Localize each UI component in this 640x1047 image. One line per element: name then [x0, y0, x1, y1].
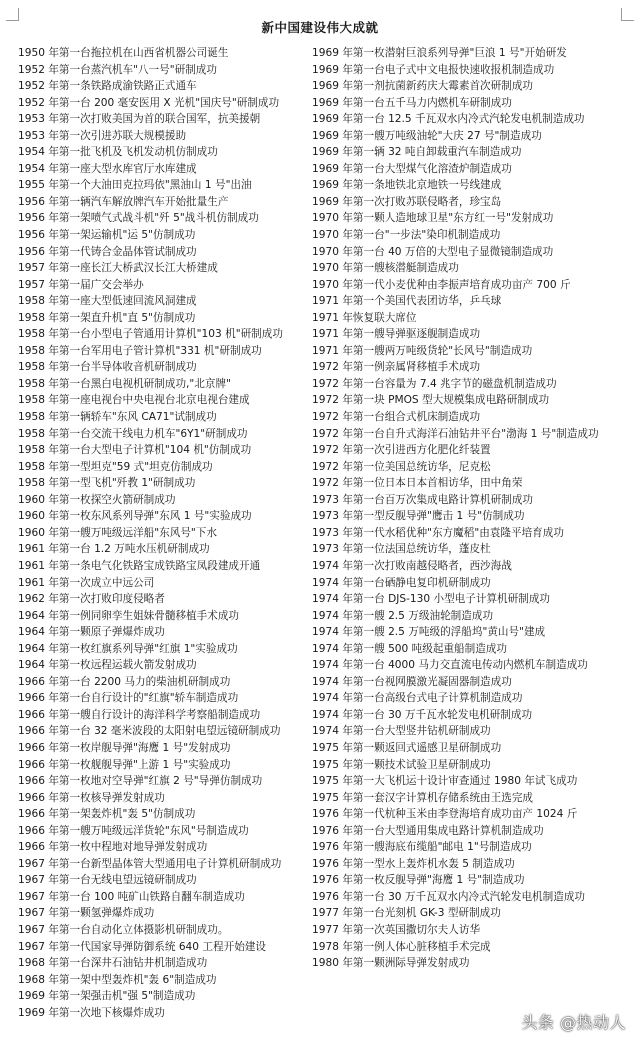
achievement-item: 1975 年第一套汉字计算机存储系统由王选完成	[312, 791, 534, 804]
achievement-item: 1958 年第一座电视台中央电视台北京电视台建成	[18, 394, 250, 407]
achievement-item: 1972 年第一块 PMOS 型大规模集成电路研制成功	[312, 394, 550, 407]
achievement-item: 1967 年第一颗氢弹爆炸成功	[18, 907, 155, 920]
achievement-item: 1972 年第一台自升式海洋石油钻井平台"渤海 1 号"制造成功	[312, 427, 599, 440]
achievement-item: 1968 年第一架中型轰炸机"轰 6"制造成功	[18, 973, 217, 986]
achievement-item: 1958 年第一台军用电子管计算机"331 机"研制成功	[18, 344, 262, 357]
achievement-item: 1969 年第一次打败苏联侵略者，珍宝岛	[312, 195, 502, 208]
achievement-item: 1971 年第一艘导弹驱逐舰制造成功	[312, 328, 481, 341]
achievement-item: 1973 年第一型反舰导弹"鹰击 1 号"仿制成功	[312, 510, 525, 523]
achievement-item: 1960 年第一枚探空火箭研制成功	[18, 493, 176, 506]
achievement-item: 1969 年第一辆 32 吨自卸载重汽车制造成功	[312, 146, 522, 159]
achievement-item: 1973 年第一位法国总统访华，蓬皮杜	[312, 543, 491, 556]
achievement-item: 1958 年第一座大型低速回流风洞建成	[18, 295, 197, 308]
achievement-item: 1967 年第一台 100 吨矿山铁路自翻车制造成功	[18, 890, 245, 903]
achievement-item: 1953 年第一次引进苏联大规模援助	[18, 129, 187, 142]
achievement-item: 1967 年第一台无线电望远镜研制成功	[18, 874, 197, 887]
achievement-item: 1971 年第一个美国代表团访华，乒乓球	[312, 295, 502, 308]
achievement-item: 1970 年第一台"一步法"染印机制造成功	[312, 229, 501, 242]
achievement-item: 1954 年第一座大型水库官厅水库建成	[18, 162, 197, 175]
achievement-item: 1970 年第一台 40 万倍的大型电子显微镜制造成功	[312, 245, 554, 258]
achievement-item: 1969 年第一台电子式中文电报快速收报机制造成功	[312, 63, 555, 76]
achievement-item: 1972 年第一例亲属肾移植手术成功	[312, 361, 481, 374]
achievement-item: 1966 年第一枚中程地对地导弹发射成功	[18, 841, 208, 854]
achievement-item: 1964 年第一枚远程运载火箭发射成功	[18, 659, 197, 672]
achievement-item: 1962 年第一次打败印度侵略者	[18, 593, 165, 606]
achievement-item: 1958 年第一辆轿车"东风 CA71"试制成功	[18, 411, 217, 424]
achievement-item: 1960 年第一枚东风系列导弹"东风 1 号"实验成功	[18, 510, 252, 523]
achievement-item: 1952 年第一台蒸汽机车"八一号"研制成功	[18, 63, 217, 76]
achievement-item: 1956 年第一架运输机"运 5"仿制成功	[18, 229, 196, 242]
achievement-item: 1975 年第一大飞机运十设计审查通过 1980 年试飞成功	[312, 775, 578, 788]
achievement-item: 1966 年第一台自行设计的"红旗"轿车制造成功	[18, 692, 239, 705]
achievement-item: 1964 年第一枚红旗系列导弹"红旗 1"实验成功	[18, 642, 238, 655]
achievement-item: 1954 年第一批飞机及飞机发动机仿制成功	[18, 146, 218, 159]
achievement-item: 1964 年第一颗原子弹爆炸成功	[18, 626, 165, 639]
achievement-item: 1972 年第一台组合式机床制造成功	[312, 411, 481, 424]
achievement-item: 1972 年第一台容量为 7.4 兆字节的磁盘机制造成功	[312, 377, 557, 390]
achievement-item: 1964 年第一例同卵孪生姐妹骨髓移植手术成功	[18, 609, 240, 622]
achievement-item: 1956 年第一辆汽车解放牌汽车开始批量生产	[18, 195, 229, 208]
document-title: 新中国建设伟大成就	[261, 20, 379, 35]
achievement-item: 1970 年第一代小麦优种由李振声培育成功亩产 700 斤	[312, 278, 571, 291]
achievement-item: 1976 年第一枚反舰导弹"海鹰 1 号"制造成功	[312, 874, 525, 887]
achievement-item: 1971 年第一艘两万吨级货轮"长风号"制造成功	[312, 344, 533, 357]
achievement-item: 1969 年第一枚潜射巨浪系列导弹"巨浪 1 号"开始研发	[312, 47, 567, 59]
achievement-item: 1975 年第一颗返回式遥感卫星研制成功	[312, 741, 502, 754]
achievement-item: 1966 年第一枚核导弹发射成功	[18, 791, 165, 804]
achievement-item: 1950 年第一台拖拉机在山西省机器公司诞生	[18, 47, 229, 59]
achievement-item: 1970 年第一艘核潜艇制造成功	[312, 262, 459, 275]
achievement-item: 1974 年第一台视网膜激光凝固器制造成功	[312, 675, 512, 688]
achievement-item: 1956 年第一代铸合金晶体管试制成功	[18, 245, 197, 258]
achievement-item: 1958 年第一台大型电子计算机"104 机"仿制成功	[18, 444, 252, 457]
achievement-item: 1974 年第一台 DJS-130 小型电子计算机研制成功	[312, 593, 551, 606]
achievements-left-column	[18, 45, 310, 1021]
achievement-item: 1966 年第一枚地对空导弹"红旗 2 号"导弹仿制成功	[18, 775, 263, 788]
achievement-item: 1974 年第一艘 2.5 万吨级的浮船坞"黄山号"建成	[312, 626, 546, 639]
achievement-item: 1974 年第一次打败南越侵略者，西沙海战	[312, 559, 512, 572]
achievement-item: 1976 年第一代杭种玉米由李登海培育成功亩产 1024 斤	[312, 808, 578, 821]
achievements-right-column	[312, 45, 630, 972]
achievement-item: 1969 年第一剂抗菌新药庆大霉素首次研制成功	[312, 80, 534, 93]
achievement-item: 1961 年第一次成立中远公司	[18, 576, 155, 589]
achievement-item: 1966 年第一艘自行设计的海洋科学考察船制造成功	[18, 708, 261, 721]
achievement-item: 1976 年第一台 30 万千瓦双水内冷式汽轮发电机制造成功	[312, 890, 586, 903]
achievement-item: 1957 年第一座长江大桥武汉长江大桥建成	[18, 262, 218, 275]
achievement-item: 1958 年第一台半导体收音机研制成功	[18, 361, 197, 374]
achievement-item: 1966 年第一枚舰舰导弹"上游 1 号"实验成功	[18, 758, 231, 771]
achievement-item: 1971 年恢复联大席位	[312, 311, 417, 324]
achievement-item: 1973 年第一代水稻优种"东方魔稻"由袁隆平培育成功	[312, 526, 564, 539]
achievement-item: 1958 年第一台小型电子管通用计算机"103 机"研制成功	[18, 328, 283, 341]
achievement-item: 1972 年第一位美国总统访华，尼克松	[312, 460, 491, 473]
achievement-item: 1952 年第一条铁路成渝铁路正式通车	[18, 80, 197, 93]
achievement-item: 1969 年第一台大型煤气化溶渣炉制造成功	[312, 162, 512, 175]
achievement-item: 1969 年第一艘万吨级油轮"大庆 27 号"制造成功	[312, 129, 542, 142]
achievement-item: 1973 年第一台百万次集成电路计算机研制成功	[312, 493, 534, 506]
achievement-item: 1967 年第一台新型晶体管大型通用电子计算机研制成功	[18, 857, 282, 870]
achievement-item: 1974 年第一台 30 万千瓦水轮发电机研制成功	[312, 708, 533, 721]
achievement-item: 1956 年第一架喷气式战斗机"歼 5"战斗机仿制成功	[18, 212, 259, 225]
achievement-item: 1972 年第一位日本日本首相访华，田中角荣	[312, 477, 523, 490]
achievement-item: 1961 年第一台 1.2 万吨水压机研制成功	[18, 543, 210, 556]
achievement-item: 1976 年第一台大型通用集成电路计算机制造成功	[312, 824, 544, 837]
achievement-item: 1966 年第一台 2200 马力的柴油机研制成功	[18, 675, 231, 688]
achievement-item: 1974 年第一台 4000 马力交直流电传动内燃机车制造成功	[312, 659, 588, 672]
achievement-item: 1961 年第一条电气化铁路宝成铁路宝凤段建成开通	[18, 559, 261, 572]
achievement-item: 1976 年第一艘海底布缆船"邮电 1"号制造成功	[312, 841, 532, 854]
achievement-item: 1969 年第一条地铁北京地铁一号线建成	[312, 179, 502, 192]
achievement-item: 1958 年第一型飞机"歼教 1"研制成功	[18, 477, 196, 490]
achievement-item: 1969 年第一次地下核爆炸成功	[18, 1006, 165, 1019]
achievement-item: 1958 年第一型坦克"59 式"坦克仿制成功	[18, 460, 213, 473]
achievement-item: 1974 年第一艘 2.5 万级油轮制造成功	[312, 609, 494, 622]
achievement-item: 1967 年第一台自动化立体摄影机研制成功。	[18, 923, 229, 936]
achievement-item: 1968 年第一台深井石油钻井机制造成功	[18, 957, 208, 970]
achievement-item: 1966 年第一架轰炸机"轰 5"仿制成功	[18, 808, 196, 821]
achievement-item: 1966 年第一艘万吨级远洋货轮"东风"号制造成功	[18, 824, 249, 837]
achievement-item: 1967 年第一代国家导弹防御系统 640 工程开始建设	[18, 940, 266, 953]
achievement-item: 1974 年第一台硒静电复印机研制成功	[312, 576, 491, 589]
achievement-item: 1974 年第一台大型竖井钻机研制成功	[312, 725, 491, 738]
achievement-item: 1952 年第一台 200 毫安医用 X 光机"国庆号"研制成功	[18, 96, 280, 109]
achievement-item: 1966 年第一台 32 毫米波段的太阳射电望远镜研制成功	[18, 725, 281, 738]
achievement-item: 1969 年第一架强击机"强 5"制造成功	[18, 990, 196, 1003]
achievement-item: 1974 年第一艘 500 吨级起重船制造成功	[312, 642, 508, 655]
achievement-item: 1970 年第一颗人造地球卫星"东方红一号"发射成功	[312, 212, 554, 225]
achievement-item: 1960 年第一艘万吨级远洋船"东风号"下水	[18, 526, 217, 539]
watermark: 头条 @热动人	[521, 1013, 626, 1032]
achievement-item: 1958 年第一台交流干线电力机车"6Y1"研制成功	[18, 427, 248, 440]
achievement-item: 1953 年第一次打败美国为首的联合国军，抗美援朝	[18, 113, 261, 126]
achievement-item: 1978 年第一例人体心脏移植手术完成	[312, 940, 491, 953]
achievement-item: 1972 年第一次引进西方化肥化纤装置	[312, 444, 491, 457]
achievement-item: 1975 年第一颗技术试验卫星研制成功	[312, 758, 491, 771]
achievement-item: 1980 年第一颗洲际导弹发射成功	[312, 957, 470, 970]
achievement-item: 1976 年第一型水上轰炸机水轰 5 制造成功	[312, 857, 515, 870]
achievement-item: 1958 年第一架直升机"直 5"仿制成功	[18, 311, 196, 324]
achievement-item: 1966 年第一枚岸舰导弹"海鹰 1 号"发射成功	[18, 741, 231, 754]
achievement-item: 1977 年第一台光刻机 GK-3 型研制成功	[312, 907, 501, 920]
achievement-item: 1969 年第一台五千马力内燃机车研制成功	[312, 96, 512, 109]
achievement-item: 1977 年第一次英国撒切尔夫人访华	[312, 923, 481, 936]
achievement-item: 1974 年第一台高级台式电子计算机制造成功	[312, 692, 523, 705]
achievement-item: 1969 年第一台 12.5 千瓦双水内冷式汽轮发电机制造成功	[312, 113, 585, 126]
achievement-item: 1958 年第一台黑白电视机研制成功,"北京牌"	[18, 377, 231, 390]
achievement-item: 1955 年第一个大油田克拉玛依"黑油山 1 号"出油	[18, 179, 252, 192]
achievement-item: 1957 年第一届广交会举办	[18, 278, 144, 291]
